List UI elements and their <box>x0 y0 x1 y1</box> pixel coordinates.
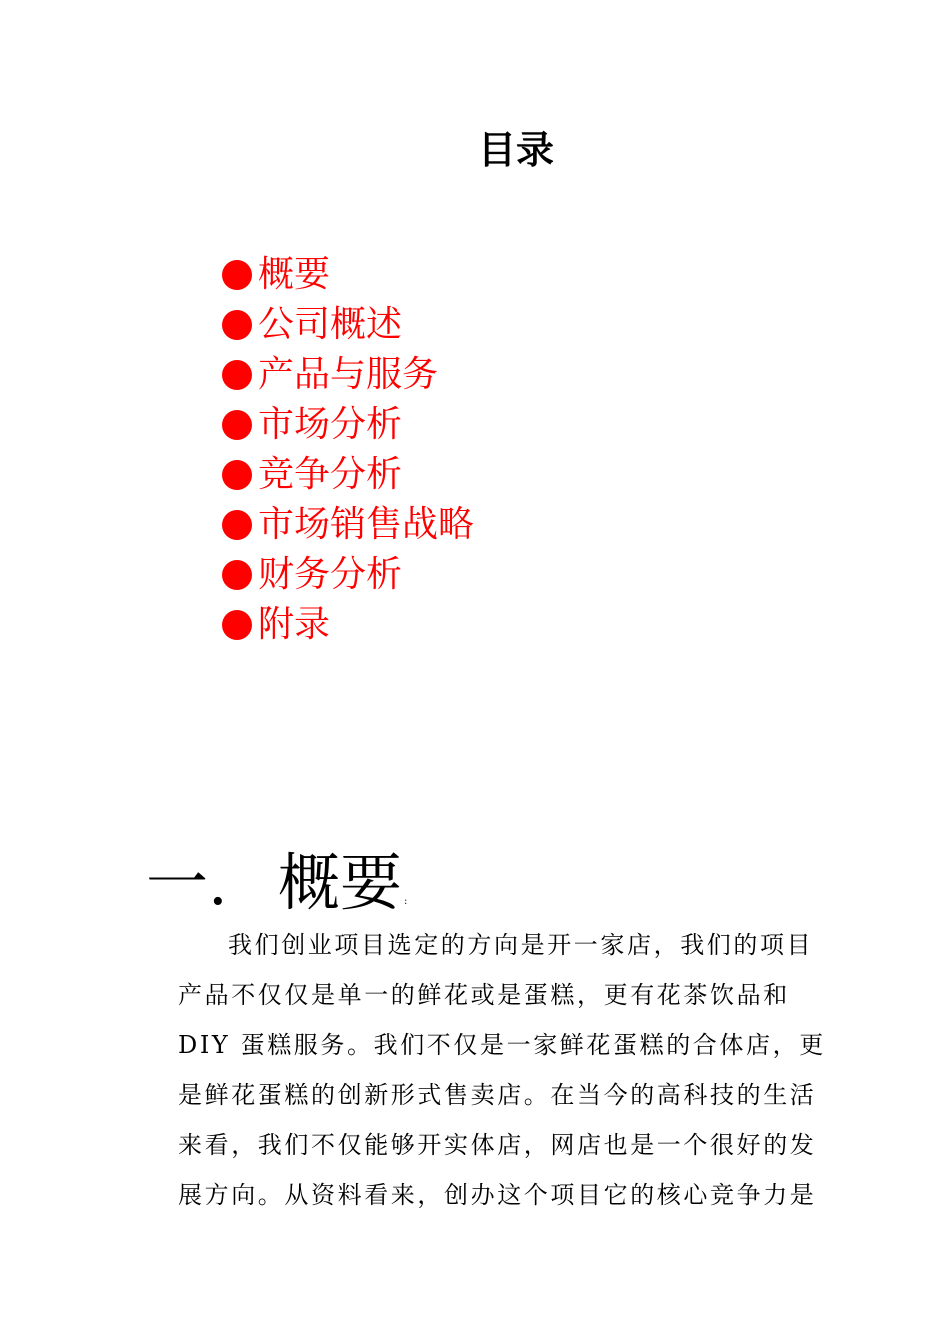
toc-item-label: 附录 <box>258 604 331 645</box>
toc-item-label: 市场销售战略 <box>258 504 475 545</box>
body-line: 展方向。从资料看来，创办这个项目它的核心竞争力是 <box>178 1181 817 1209</box>
toc-item-label: 概要 <box>258 254 331 295</box>
toc-item-label: 财务分析 <box>258 554 403 595</box>
bullet-icon <box>222 410 252 440</box>
toc-list <box>222 250 474 650</box>
bullet-icon <box>222 610 252 640</box>
section-body <box>178 920 826 1220</box>
bullet-icon <box>222 260 252 290</box>
toc-item-market[interactable] <box>222 400 474 450</box>
toc-item-company[interactable] <box>222 300 474 350</box>
toc-item-competition[interactable] <box>222 450 474 500</box>
body-line: 来看，我们不仅能够开实体店，网店也是一个很好的发 <box>178 1131 817 1159</box>
section-number: 一. <box>146 846 228 919</box>
toc-item-label: 产品与服务 <box>258 354 439 395</box>
toc-item-marketing[interactable] <box>222 500 474 550</box>
bullet-icon <box>222 310 252 340</box>
bullet-icon <box>222 560 252 590</box>
bullet-icon <box>222 360 252 390</box>
body-line: 我们创业项目选定的方向是开一家店，我们的项目 <box>228 931 814 959</box>
section-mark: : <box>404 896 408 907</box>
body-line: 是鲜花蛋糕的创新形式售卖店。在当今的高科技的生活 <box>178 1081 817 1109</box>
toc-item-overview[interactable] <box>222 250 474 300</box>
toc-item-label: 竞争分析 <box>258 454 403 495</box>
toc-item-products[interactable] <box>222 350 474 400</box>
toc-item-label: 市场分析 <box>258 404 403 445</box>
toc-item-finance[interactable] <box>222 550 474 600</box>
section-title: 概要 <box>278 846 403 919</box>
toc-title: 目录 <box>478 128 555 172</box>
toc-item-appendix[interactable] <box>222 600 474 650</box>
body-line: DIY 蛋糕服务。我们不仅是一家鲜花蛋糕的合体店，更 <box>178 1031 826 1059</box>
bullet-icon <box>222 460 252 490</box>
toc-item-label: 公司概述 <box>258 304 403 345</box>
body-line: 产品不仅仅是单一的鲜花或是蛋糕，更有花茶饮品和 <box>178 981 790 1009</box>
bullet-icon <box>222 510 252 540</box>
